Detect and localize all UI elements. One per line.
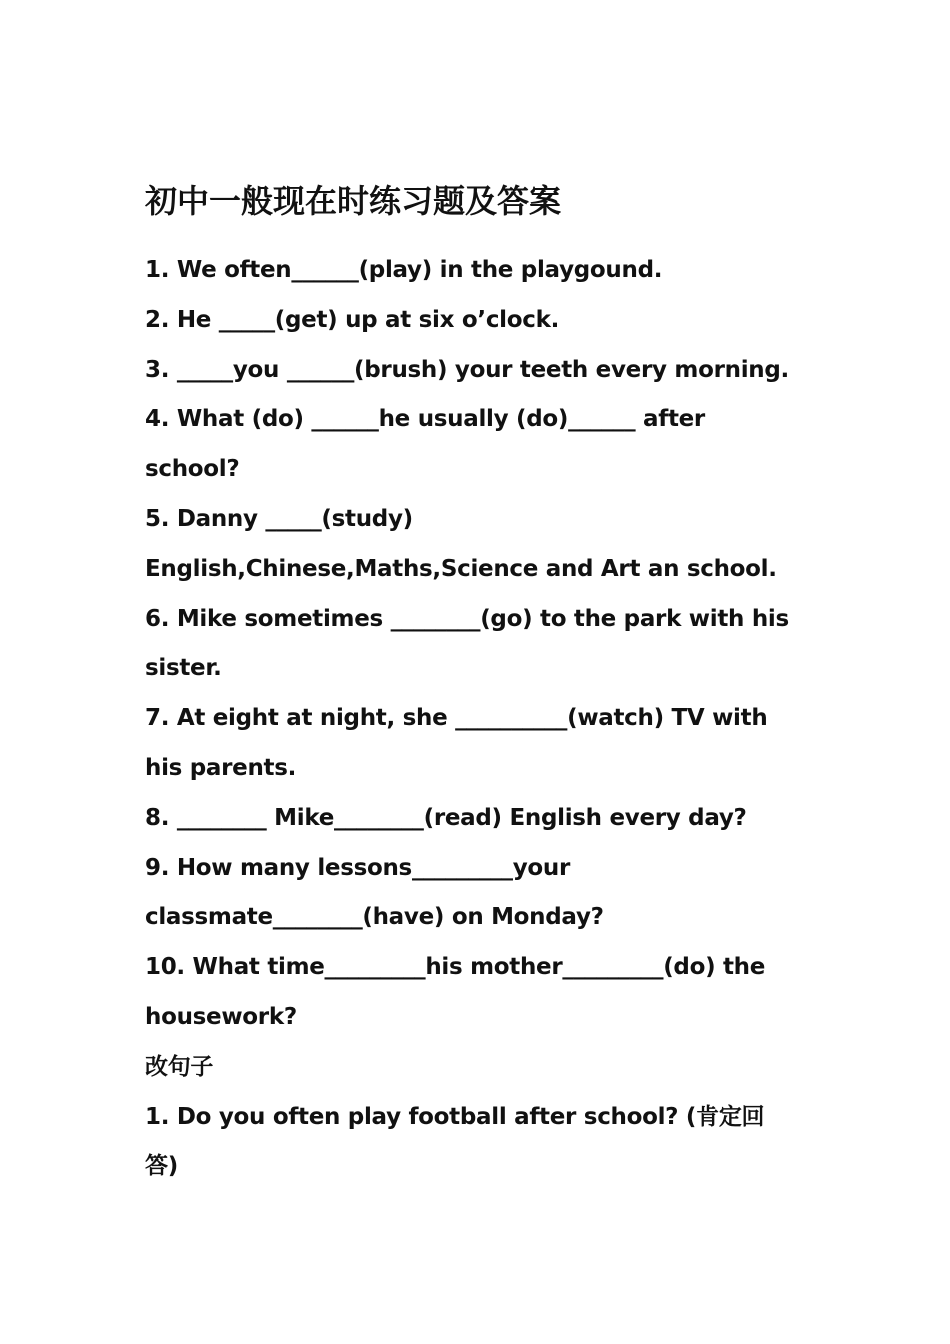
exercise-line-10-cont: housework? (145, 1003, 297, 1030)
exercise-line-1: 1. We often______(play) in the playgound. (145, 257, 663, 283)
exercise-line-6-cont: sister. (145, 655, 222, 682)
exercise-line-8: 8. ________ Mike________(read) English every day? (145, 804, 747, 831)
exercise-line-3: 3. _____you ______(brush) your teeth every morning. (145, 356, 789, 383)
exercise-list (145, 246, 805, 1192)
exercise-line-10: 10. What time_________his mother_________(do) the (145, 954, 766, 981)
exercise-line-6: 6. Mike sometimes ________(go) to the park with his (145, 605, 789, 632)
document-body (145, 176, 805, 1192)
exercise-line-5: 5. Danny _____(study) (145, 505, 413, 532)
exercise-line-9-cont: classmate________(have) on Monday? (145, 904, 604, 931)
exercise-line-9: 9. How many lessons_________your (145, 854, 571, 881)
page-title: 初中一般现在时练习题及答案 (145, 182, 562, 220)
exercise-line-4-cont: school? (145, 456, 240, 483)
exercise-line-7: 7. At eight at night, she __________(watch) TV with (145, 705, 768, 732)
exercise-line-5-cont: English,Chinese,Maths,Science and Art an school. (145, 555, 777, 582)
rewrite-line-1-cont: 答) (145, 1153, 178, 1180)
exercise-line-4: 4. What (do) ______he usually (do)______ after (145, 406, 705, 433)
exercise-line-2: 2. He _____(get) up at six o’clock. (145, 306, 560, 333)
section-heading: 改句子 (145, 1053, 214, 1080)
exercise-line-7-cont: his parents. (145, 754, 297, 781)
rewrite-line-1: 1. Do you often play football after school? (肯定回 (145, 1103, 765, 1130)
